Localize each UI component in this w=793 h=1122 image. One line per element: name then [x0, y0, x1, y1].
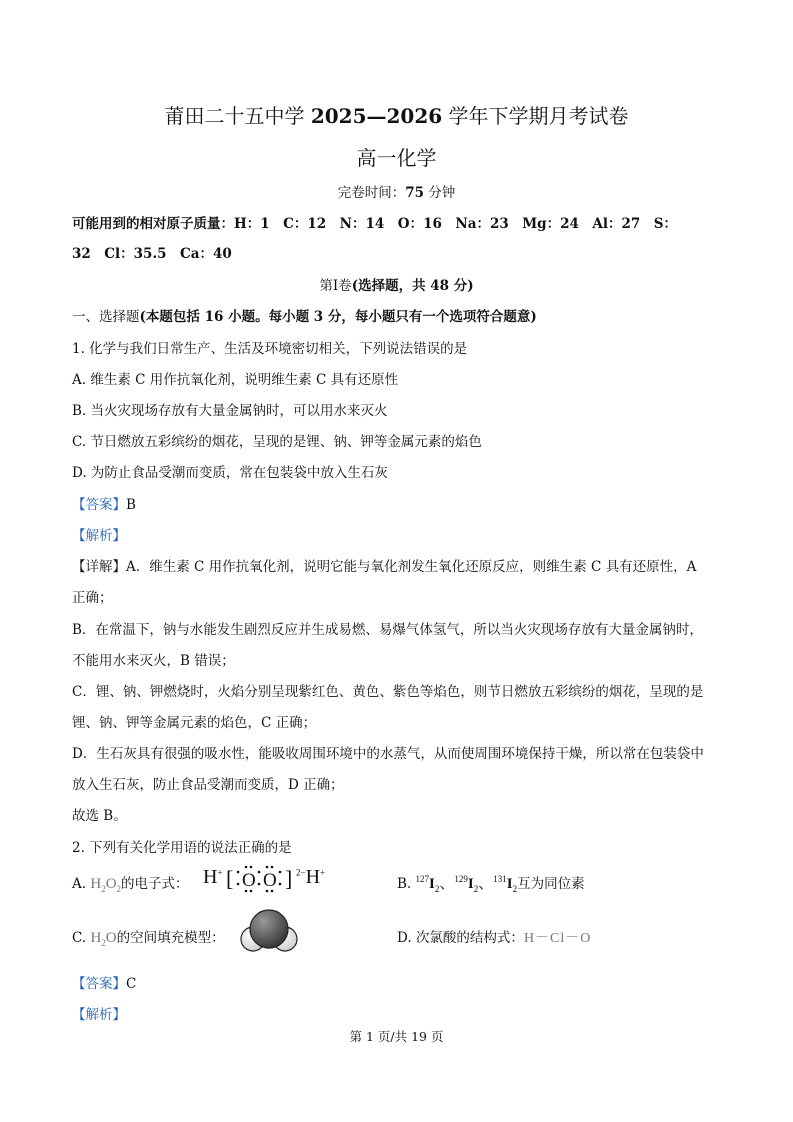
time-label: 完卷时间： [337, 185, 406, 201]
detail-text: A．维生素 C 用作抗氧化剂，说明它能与氧化剂发生氧化还原反应，则维生素 C 具有还原性，A [126, 559, 697, 575]
q1-detail-line-3: B．在常温下，钠与水能发生剧烈反应并生成易燃、易爆气体氢气，所以当火灾现场存放有大量金属钠时， [72, 622, 703, 638]
formula-o: O [105, 876, 117, 892]
title-school: 莆田二十五中学 [164, 104, 311, 128]
atomic-masses-line2: 32 Cl：35.5 Ca：40 [72, 246, 232, 262]
option-label: A. [72, 876, 87, 892]
part-title-pre: 第Ⅰ卷 [319, 278, 352, 294]
time-unit: 分钟 [424, 185, 456, 201]
q1-detail-line-8: 放入生石灰，防止食品受潮而变质，D 正确； [72, 777, 344, 793]
electron-h-left: H [203, 866, 218, 888]
q2-stem: 2. 下列有关化学用语的说法正确的是 [72, 840, 292, 856]
exam-time [0, 181, 793, 201]
formula-o: O [105, 930, 117, 946]
h2o-formula [90, 930, 116, 946]
q2-analysis-tag: 【解析】 [72, 1007, 126, 1023]
part-title [0, 274, 793, 294]
element-symbol: I [429, 876, 435, 892]
q1-detail-line-7: D．生石灰具有很强的吸水性，能吸收周围环境中的水蒸气，从而使周围环境保持干燥，所以常在包装袋中 [72, 746, 704, 762]
svg-text:]: ] [285, 866, 293, 891]
mass-number: 129 [454, 874, 468, 884]
answer-value: C [126, 976, 137, 992]
q1-stem: 1. 化学与我们日常生产、生活及环境密切相关，下列说法错误的是 [72, 341, 468, 357]
section-heading-pre: 一、选择题 [72, 309, 140, 325]
q1-answer [72, 493, 136, 513]
hclo-structure: H－Cl－O [523, 931, 592, 946]
bracket-charge: 2− [296, 867, 306, 878]
formula-sub: 2 [116, 884, 122, 894]
mass-number: 127 [415, 874, 430, 884]
q1-analysis-tag: 【解析】 [72, 528, 126, 544]
formula-h: H [90, 876, 102, 892]
section-heading-bold: (本题包括 16 小题。每小题 3 分，每小题只有一个选项符合题意) [139, 309, 537, 325]
q2-option-b [397, 872, 585, 894]
q1-detail-line-9: 故选 B。 [72, 808, 127, 824]
water-space-filling-model [238, 908, 300, 954]
formula-sub: 2 [512, 884, 518, 894]
svg-text:[: [ [226, 866, 234, 891]
q1-detail-line-6: 锂、钠、钾等金属元素的焰色，C 正确； [72, 715, 317, 731]
formula-sub: 2 [434, 884, 440, 894]
element-symbol: I [506, 876, 513, 892]
separator: 、 [478, 876, 494, 892]
answer-tag: 【答案】 [72, 976, 126, 992]
electron-h-right: H [305, 866, 321, 888]
part-title-bold: (选择题，共 48 分) [351, 278, 474, 294]
iodine-isotopes [416, 876, 518, 892]
q1-detail-line-5: C．锂、钠、钾燃烧时，火焰分别呈现紫红色、黄色、紫色等焰色，则节日燃放五彩缤纷的烟花，呈现的是 [72, 684, 704, 700]
mass-number: 131 [493, 874, 507, 884]
separator: 、 [439, 876, 455, 892]
answer-tag: 【答案】 [72, 497, 126, 513]
h2o2-formula [90, 876, 121, 892]
electron-right [296, 866, 325, 889]
q1-option-d: D. 为防止食品受潮而变质，常在包装袋中放入生石灰 [72, 465, 388, 481]
formula-h: H [90, 930, 102, 946]
electron-charge: + [320, 867, 326, 878]
atomic-masses-line1: 可能用到的相对原子质量：H：1 C：12 N：14 O：16 Na：23 Mg：24 Al：27 S： [72, 216, 678, 232]
exam-title [0, 100, 793, 129]
q2-option-c [72, 926, 225, 948]
peroxide-electron-dots [226, 864, 296, 894]
svg-text:O: O [263, 870, 277, 891]
option-label: C. [72, 930, 87, 946]
option-label: D. [397, 930, 412, 946]
answer-value: B [126, 497, 136, 513]
formula-sub: 2 [101, 884, 106, 894]
q1-option-a: A. 维生素 C 用作抗氧化剂，说明维生素 C 具有还原性 [72, 372, 399, 388]
q1-option-c: C. 节日燃放五彩缤纷的烟花，呈现的是锂、钠、钾等金属元素的焰色 [72, 434, 482, 450]
title-years: 2025—2026 [310, 104, 443, 128]
option-text: 互为同位素 [517, 876, 585, 892]
subject-title: 高一化学 [356, 146, 437, 170]
detail-tag: 【详解】 [72, 559, 126, 575]
q2-option-d [397, 926, 591, 947]
page-footer: 第 1 页/共 19 页 [349, 1029, 444, 1044]
q1-detail-line-1 [72, 555, 696, 575]
q1-option-b: B. 当火灾现场存放有大量金属钠时，可以用水来灭火 [72, 403, 388, 419]
section-heading [72, 305, 537, 325]
formula-sub: 2 [473, 884, 479, 894]
q2-answer [72, 972, 136, 992]
option-label: B. [397, 876, 412, 892]
option-text: 的空间填充模型： [116, 930, 225, 946]
option-text: 的电子式： [121, 876, 189, 892]
q2-option-a [72, 872, 189, 894]
time-value: 75 [405, 185, 424, 201]
element-symbol: I [467, 876, 474, 892]
electron-formula [203, 866, 223, 889]
formula-sub: 2 [101, 938, 106, 948]
svg-text:O: O [242, 870, 256, 891]
option-text: 次氯酸的结构式： [415, 930, 524, 946]
q1-detail-line-2: 正确； [72, 590, 113, 606]
electron-charge: + [217, 867, 223, 878]
q1-detail-line-4: 不能用水来灭火，B 错误； [72, 653, 235, 669]
title-term: 学年下学期月考试卷 [442, 104, 629, 128]
